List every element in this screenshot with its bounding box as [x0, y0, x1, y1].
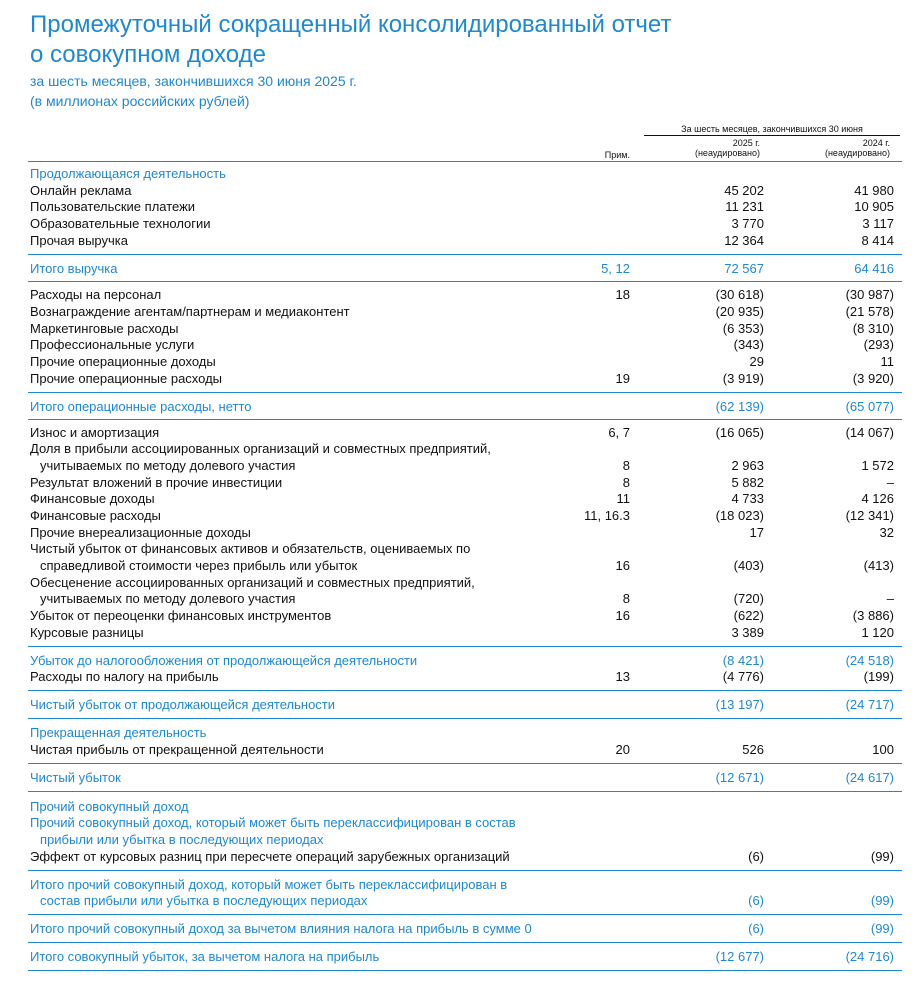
row-value-2024: (293): [863, 337, 894, 352]
table-row: [0, 741, 916, 758]
section-rule: [28, 690, 902, 691]
table-row: [0, 370, 916, 387]
row-value-2024: 32: [879, 525, 894, 540]
row-value-2024: (99): [870, 893, 894, 908]
table-row: [0, 286, 916, 303]
section-rule: [28, 718, 902, 719]
section-rule: [28, 763, 902, 764]
row-label: Итого операционные расходы, нетто: [30, 399, 252, 414]
row-label: Расходы по налогу на прибыль: [30, 669, 219, 684]
row-label: Расходы на персонал: [30, 287, 162, 302]
table-row: [0, 814, 916, 831]
section-rule: [28, 646, 902, 647]
row-value-2024: 64 416: [854, 261, 894, 276]
row-label: Профессиональные услуги: [30, 337, 195, 352]
row-label: Онлайн реклама: [30, 183, 132, 198]
row-label: Обесценение ассоциированных организаций и совместных предприятий,: [30, 575, 475, 590]
row-note: 20: [615, 742, 630, 757]
row-label: Чистая прибыль от прекращенной деятельности: [30, 742, 324, 757]
section-rule: [28, 419, 902, 420]
table-row: [0, 848, 916, 865]
table-row: [0, 303, 916, 320]
table-row: [0, 198, 916, 215]
row-value-2025: (18 023): [715, 508, 764, 523]
row-value-2025: (403): [733, 558, 764, 573]
table-row: [0, 668, 916, 685]
row-note: 5, 12: [601, 261, 630, 276]
row-value-2024: (3 920): [852, 371, 894, 386]
row-value-2025: (6): [748, 893, 764, 908]
row-label: Прочие внереализационные доходы: [30, 525, 251, 540]
row-label: Вознаграждение агентам/партнерам и медиаконтент: [30, 304, 350, 319]
row-value-2025: 5 882: [731, 475, 764, 490]
row-label: Маркетинговые расходы: [30, 321, 179, 336]
year-2024-status: (неаудировано): [824, 148, 890, 158]
row-value-2024: (99): [870, 921, 894, 936]
row-value-2025: (3 919): [722, 371, 764, 386]
row-label: Пользовательские платежи: [30, 199, 196, 214]
row-value-2024: (24 518): [845, 653, 894, 668]
row-value-2025: (12 677): [715, 949, 764, 964]
row-value-2025: 29: [749, 354, 764, 369]
row-value-2024: (24 617): [845, 770, 894, 785]
table-row: [0, 590, 916, 607]
row-value-2025: 4 733: [731, 491, 764, 506]
table-row-total: [0, 892, 916, 909]
row-value-2025: (16 065): [715, 425, 764, 440]
table-row: [0, 353, 916, 370]
row-label: справедливой стоимости через прибыль или убыток: [40, 558, 358, 573]
row-value-2024: (30 987): [845, 287, 894, 302]
row-value-2025: 526: [742, 742, 764, 757]
row-value-2025: (30 618): [715, 287, 764, 302]
row-value-2025: (6): [748, 921, 764, 936]
row-label: Прекращенная деятельность: [30, 725, 207, 740]
row-value-2024: (8 310): [852, 321, 894, 336]
row-label: Убыток от переоценки финансовых инструментов: [30, 608, 332, 623]
section-rule: [28, 914, 902, 915]
row-note: 8: [622, 591, 630, 606]
row-note: 11, 16.3: [583, 508, 630, 523]
row-label: Продолжающаяся деятельность: [30, 166, 226, 181]
section-rule: [28, 392, 902, 393]
table-row: [0, 574, 916, 591]
row-value-2025: (62 139): [715, 399, 764, 414]
row-note: 8: [622, 475, 630, 490]
row-label: Убыток до налогообложения от продолжающейся деятельности: [30, 653, 418, 668]
row-label: Чистый убыток от продолжающейся деятельности: [30, 697, 336, 712]
row-note: 16: [615, 558, 630, 573]
row-value-2025: 17: [749, 525, 764, 540]
row-label: Итого прочий совокупный доход за вычетом влияния налога на прибыль в сумме 0: [30, 921, 532, 936]
row-label: прибыли или убытка в последующих периодах: [40, 832, 324, 847]
table-row: [0, 507, 916, 524]
row-value-2025: 12 364: [724, 233, 764, 248]
section-rule: [28, 970, 902, 971]
row-note: 13: [615, 669, 630, 684]
row-label: Прочий совокупный доход: [30, 799, 189, 814]
row-value-2025: 3 389: [731, 625, 764, 640]
row-label: Курсовые разницы: [30, 625, 144, 640]
row-value-2025: (6 353): [722, 321, 764, 336]
row-value-2025: (622): [733, 608, 764, 623]
table-row: [0, 165, 916, 182]
table-row: [0, 798, 916, 815]
row-label: Чистый убыток от финансовых активов и обязательств, оцениваемых по: [30, 541, 471, 556]
row-label: Износ и амортизация: [30, 425, 160, 440]
title-line-2: о совокупном доходе: [30, 41, 266, 68]
row-label: Прочие операционные доходы: [30, 354, 216, 369]
row-value-2025: 72 567: [724, 261, 764, 276]
table-row: [0, 557, 916, 574]
table-row: [0, 424, 916, 441]
year-2024-header: 2024 г.: [862, 138, 890, 148]
table-row: [0, 336, 916, 353]
row-value-2024: 3 117: [862, 216, 894, 231]
row-label: Доля в прибыли ассоциированных организаций и совместных предприятий,: [30, 441, 491, 456]
row-value-2024: (24 717): [845, 697, 894, 712]
row-value-2024: 11: [880, 354, 894, 369]
row-label: Финансовые доходы: [30, 491, 155, 506]
table-row: [0, 182, 916, 199]
table-row-total: [0, 948, 916, 965]
row-value-2024: (413): [863, 558, 894, 573]
section-rule: [28, 942, 902, 943]
table-row: [0, 724, 916, 741]
row-note: 8: [622, 458, 630, 473]
header-rule: [28, 161, 902, 162]
row-label: учитываемых по методу долевого участия: [40, 458, 296, 473]
table-row: [0, 215, 916, 232]
row-value-2024: (21 578): [845, 304, 894, 319]
table-row: [0, 607, 916, 624]
table-row: [0, 831, 916, 848]
table-row-total: [0, 652, 916, 669]
row-value-2024: 10 905: [854, 199, 894, 214]
row-value-2024: 41 980: [854, 183, 894, 198]
row-value-2024: (99): [870, 849, 894, 864]
subtitle-period: за шесть месяцев, закончившихся 30 июня 2025 г.: [30, 73, 357, 89]
row-value-2025: 3 770: [731, 216, 764, 231]
row-label: Чистый убыток: [30, 770, 121, 785]
row-label: Итого совокупный убыток, за вычетом налога на прибыль: [30, 949, 380, 964]
row-value-2025: (12 671): [715, 770, 764, 785]
table-row: [0, 540, 916, 557]
row-value-2024: 4 126: [861, 491, 894, 506]
row-value-2024: (199): [863, 669, 894, 684]
table-row: [0, 524, 916, 541]
title-line-1: Промежуточный сокращенный консолидированный отчет: [30, 11, 672, 38]
period-header-rule: [644, 135, 900, 136]
row-value-2024: (12 341): [845, 508, 894, 523]
table-row-total: [0, 920, 916, 937]
section-rule: [28, 254, 902, 255]
row-label: Результат вложений в прочие инвестиции: [30, 475, 283, 490]
row-value-2025: 45 202: [724, 183, 764, 198]
row-label: Итого выручка: [30, 261, 118, 276]
row-label: Итого прочий совокупный доход, который может быть переклассифицирован в: [30, 877, 508, 892]
subtitle-units: (в миллионах российских рублей): [30, 93, 250, 109]
section-rule: [28, 791, 902, 792]
row-label: состав прибыли или убытка в последующих периодах: [40, 893, 368, 908]
table-row-total: [0, 260, 916, 277]
note-column-header: Прим.: [604, 150, 630, 160]
table-row-total: [0, 876, 916, 893]
row-value-2025: 11 231: [725, 199, 764, 214]
table-row: [0, 490, 916, 507]
row-note: 11: [616, 491, 630, 506]
period-column-header: За шесть месяцев, закончившихся 30 июня: [681, 124, 863, 134]
row-value-2025: (8 421): [722, 653, 764, 668]
table-row: [0, 624, 916, 641]
row-value-2024: (24 716): [845, 949, 894, 964]
page-title: [30, 10, 890, 70]
row-label: учитываемых по методу долевого участия: [40, 591, 296, 606]
row-note: 18: [615, 287, 630, 302]
row-value-2024: –: [886, 591, 894, 606]
row-value-2024: (3 886): [852, 608, 894, 623]
row-note: 6, 7: [608, 425, 630, 440]
row-label: Прочий совокупный доход, который может быть переклассифицирован в состав: [30, 815, 516, 830]
row-value-2025: (13 197): [715, 697, 764, 712]
table-row: [0, 232, 916, 249]
table-row: [0, 440, 916, 457]
row-value-2025: (343): [733, 337, 764, 352]
row-note: 19: [615, 371, 630, 386]
row-value-2024: 8 414: [861, 233, 894, 248]
table-row: [0, 457, 916, 474]
row-value-2025: (720): [733, 591, 764, 606]
row-value-2024: (65 077): [845, 399, 894, 414]
table-row: [0, 320, 916, 337]
table-row-total: [0, 696, 916, 713]
row-value-2025: 2 963: [731, 458, 764, 473]
year-2025-status: (неаудировано): [694, 148, 760, 158]
row-label: Прочая выручка: [30, 233, 128, 248]
table-row: [0, 474, 916, 491]
row-value-2024: 100: [872, 742, 894, 757]
section-rule: [28, 870, 902, 871]
row-value-2025: (6): [748, 849, 764, 864]
row-value-2024: (14 067): [845, 425, 894, 440]
row-note: 16: [615, 608, 630, 623]
section-rule: [28, 281, 902, 282]
row-label: Образовательные технологии: [30, 216, 211, 231]
row-value-2025: (4 776): [722, 669, 764, 684]
row-label: Эффект от курсовых разниц при пересчете операций зарубежных организаций: [30, 849, 510, 864]
table-row-total: [0, 398, 916, 415]
table-row-total: [0, 769, 916, 786]
row-value-2024: –: [886, 475, 894, 490]
row-label: Прочие операционные расходы: [30, 371, 223, 386]
year-2025-header: 2025 г.: [732, 138, 760, 148]
row-label: Финансовые расходы: [30, 508, 161, 523]
row-value-2025: (20 935): [715, 304, 764, 319]
row-value-2024: 1 120: [861, 625, 894, 640]
row-value-2024: 1 572: [861, 458, 894, 473]
